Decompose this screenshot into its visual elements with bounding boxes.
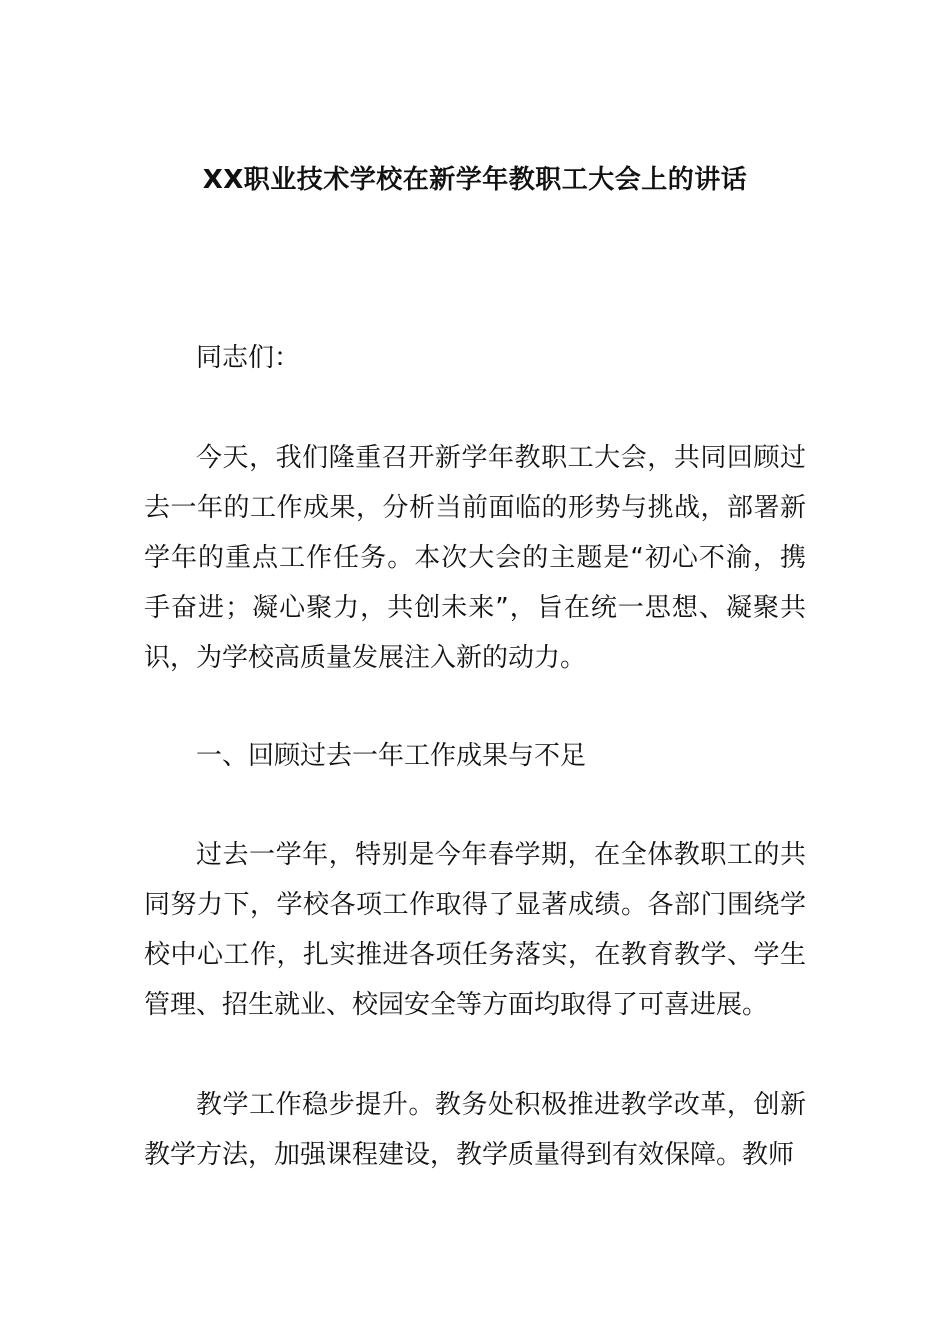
paragraph-intro: 今天，我们隆重召开新学年教职工大会，共同回顾过去一年的工作成果，分析当前面临的形势与挑战，部署新学年的重点工作任务。本次大会的主题是“初心不渝，携手奋进；凝心聚力，共创未来”，旨在统一思想、凝聚共识，为学校高质量发展注入新的动力。 xyxy=(144,443,806,673)
salutation: 同志们： xyxy=(196,343,301,373)
document-title: XX职业技术学校在新学年教职工大会上的讲话 xyxy=(202,165,748,195)
paragraph-review: 过去一学年，特别是今年春学期，在全体教职工的共同努力下，学校各项工作取得了显著成绩。各部门围绕学校中心工作，扎实推进各项任务落实，在教育教学、学生管理、招生就业、校园安全等方面均取得了可喜进展。 xyxy=(144,840,806,1020)
section-heading: 一、回顾过去一年工作成果与不足 xyxy=(196,741,587,771)
paragraph-teaching: 教学工作稳步提升。教务处积极推进教学改革，创新教学方法，加强课程建设，教学质量得到有效保障。教师 xyxy=(144,1090,806,1170)
